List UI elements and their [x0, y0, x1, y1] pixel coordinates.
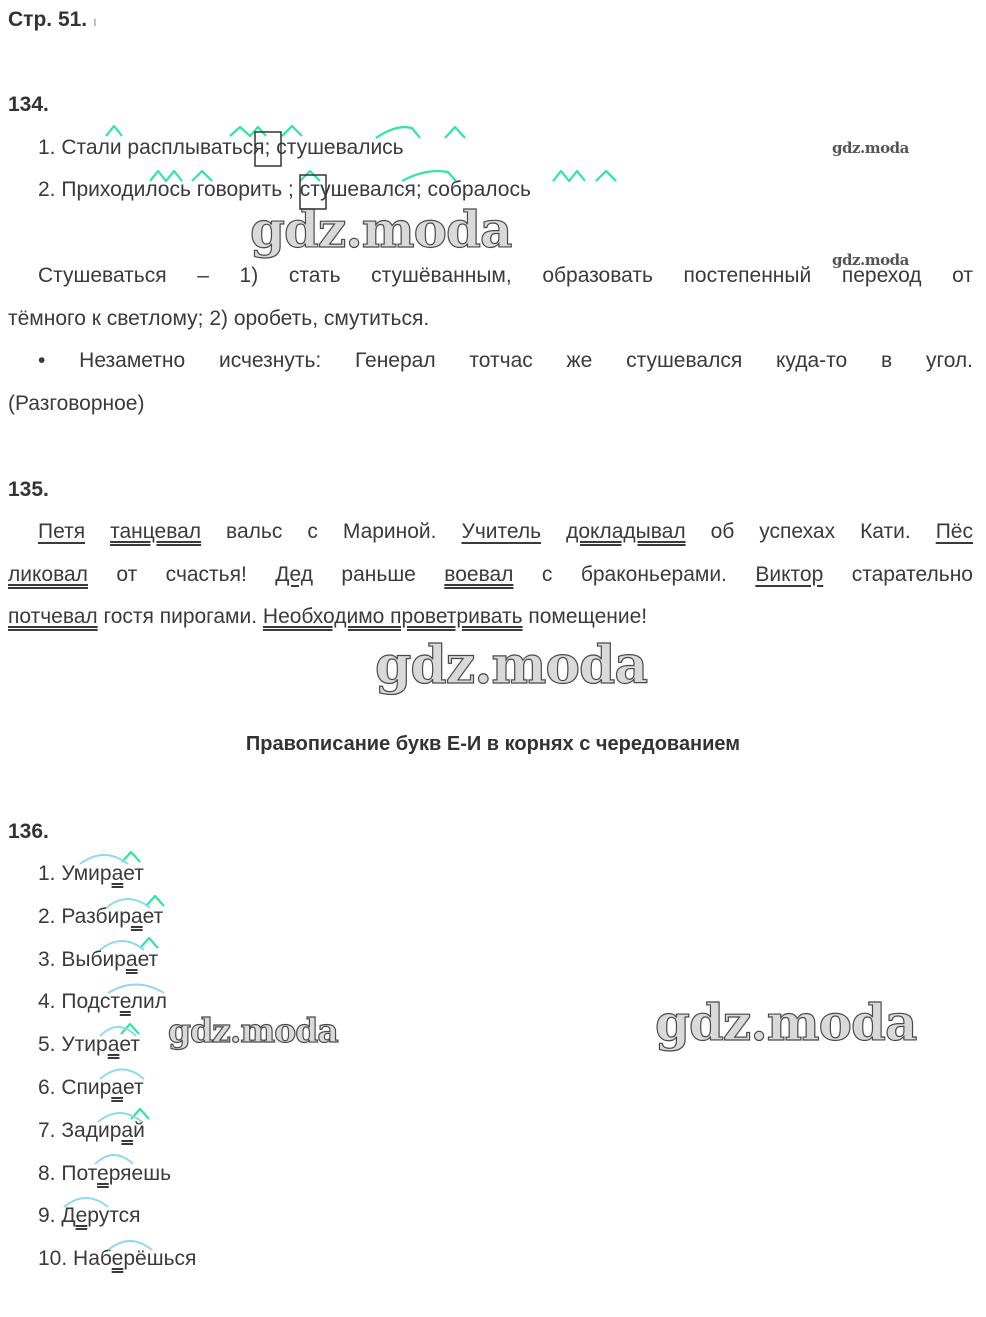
sentence-text: об успехах Кати.	[685, 520, 936, 543]
sentence-text: с браконьерами.	[513, 562, 756, 586]
predicate-word: потчевал	[8, 605, 98, 628]
sentence-text: от счастья!	[87, 562, 276, 586]
task-135-line-1	[8, 511, 973, 554]
suffix-mark	[553, 171, 585, 181]
predicate-word: танцевал	[110, 520, 202, 543]
watermark: gdz.moda	[655, 993, 917, 1052]
page-dot: ı	[92, 13, 97, 29]
watermark: gdz.moda	[375, 635, 648, 696]
answer-item	[38, 1076, 144, 1100]
sentence-text: старательно	[823, 562, 973, 586]
answer-item	[38, 862, 144, 886]
subject-word: Пёс	[935, 520, 973, 543]
task-135-number: 135.	[8, 478, 49, 501]
suffix-mark	[596, 171, 616, 181]
answer-word-end: ет	[137, 947, 159, 971]
sentence-text: гостя пирогами.	[97, 605, 263, 628]
suffix-mark	[140, 938, 158, 948]
answer-item	[38, 948, 158, 972]
subject-word: Дед	[275, 562, 313, 586]
answer-word-start: 1. Умир	[38, 862, 112, 885]
alternating-vowel: е	[97, 1161, 109, 1185]
page-label: Стр. 51. ı	[8, 8, 97, 31]
suffix-mark	[445, 127, 465, 138]
answer-item	[38, 905, 163, 929]
definition-line-1: Стушеваться – 1) стать стушёванным, образовать постепенный переход от	[38, 264, 973, 287]
task-134-line-2: 2. Приходилось говорить ; стушевался; собралось	[38, 178, 531, 201]
predicate-word: ликовал	[8, 562, 88, 586]
answer-word-start: 10. Наб	[38, 1247, 112, 1271]
answer-word-start: 9. Д	[38, 1204, 76, 1228]
subject-word: Петя	[38, 520, 86, 543]
task-135-line-3	[8, 596, 973, 639]
task-135-text	[8, 511, 973, 639]
watermark: gdz.moda	[168, 1011, 338, 1050]
alternating-vowel: е	[119, 990, 131, 1014]
definition-line-3: • Незаметно исчезнуть: Генерал тотчас же стушевался куда-то в угол.	[38, 349, 973, 372]
answer-word-end: ряешь	[108, 1161, 172, 1185]
subject-word: Учитель	[461, 520, 542, 543]
predicate-word: воевал	[444, 562, 514, 586]
alternating-vowel: а	[130, 904, 143, 928]
watermark-small: gdz.moda	[832, 139, 909, 157]
suffix-mark	[131, 1109, 149, 1119]
predicate-word: докладывал	[566, 520, 686, 543]
answer-word-end: ет	[123, 862, 144, 885]
sentence-text: помещение!	[522, 605, 648, 628]
alternating-vowel: е	[75, 1204, 88, 1228]
answer-word-end: ет	[122, 1076, 144, 1099]
alternating-vowel: а	[125, 947, 138, 971]
answer-item	[38, 1162, 171, 1186]
answer-item	[38, 1033, 140, 1057]
root-mark	[106, 126, 122, 136]
answer-word-start: 2. Разбир	[38, 904, 131, 928]
answer-item	[38, 990, 167, 1014]
definition-line-2: тёмного к светлому; 2) оробеть, смутиться.	[8, 306, 430, 330]
task-136-number: 136.	[8, 820, 49, 843]
alternating-vowel: а	[107, 1033, 120, 1057]
task-134-line-1: 1. Стали расплываться; стушевались	[38, 136, 404, 159]
alternating-vowel: е	[111, 1247, 124, 1271]
alternating-vowel: а	[111, 1076, 123, 1099]
suffix-mark	[122, 852, 140, 862]
subject-word: Виктор	[755, 562, 824, 586]
sentence-text: вальс с Мариной.	[201, 520, 462, 543]
section-heading: Правописание букв Е-И в корнях с чередованием	[245, 733, 741, 755]
watermark: gdz.moda	[250, 200, 512, 259]
answer-item	[38, 1204, 140, 1228]
answer-word-start: 6. Спир	[38, 1076, 112, 1099]
answer-word-end: ет	[142, 904, 164, 928]
sentence-text: раньше	[312, 562, 445, 586]
root-mark	[230, 127, 266, 136]
task-134-definition	[8, 255, 973, 425]
space	[541, 520, 566, 543]
answer-word-start: 7. Задир	[38, 1118, 122, 1142]
task-134-number: 134.	[8, 93, 49, 116]
task-135-line-2	[8, 554, 973, 597]
suffix-mark	[282, 126, 302, 136]
answer-item	[38, 1247, 196, 1271]
answer-word-end: й	[133, 1118, 145, 1142]
answer-word-start: 4. Подст	[38, 990, 120, 1014]
answer-word-start: 8. Пот	[38, 1161, 98, 1185]
answer-word-end: рёшься	[123, 1247, 197, 1271]
answer-word-start: 3. Выбир	[38, 947, 126, 971]
answer-word-end: рутся	[87, 1204, 141, 1228]
answer-word-end: лил	[130, 990, 168, 1014]
answer-word-start: 5. Утир	[38, 1033, 108, 1057]
watermark-small: gdz.moda	[832, 251, 909, 269]
alternating-vowel: а	[111, 862, 124, 885]
answer-word-end: ет	[119, 1033, 141, 1057]
answer-item	[38, 1119, 145, 1143]
predicate-word: Необходимо проветривать	[262, 605, 523, 628]
alternating-vowel: а	[121, 1118, 134, 1142]
definition-line-4: (Разговорное)	[8, 391, 145, 415]
